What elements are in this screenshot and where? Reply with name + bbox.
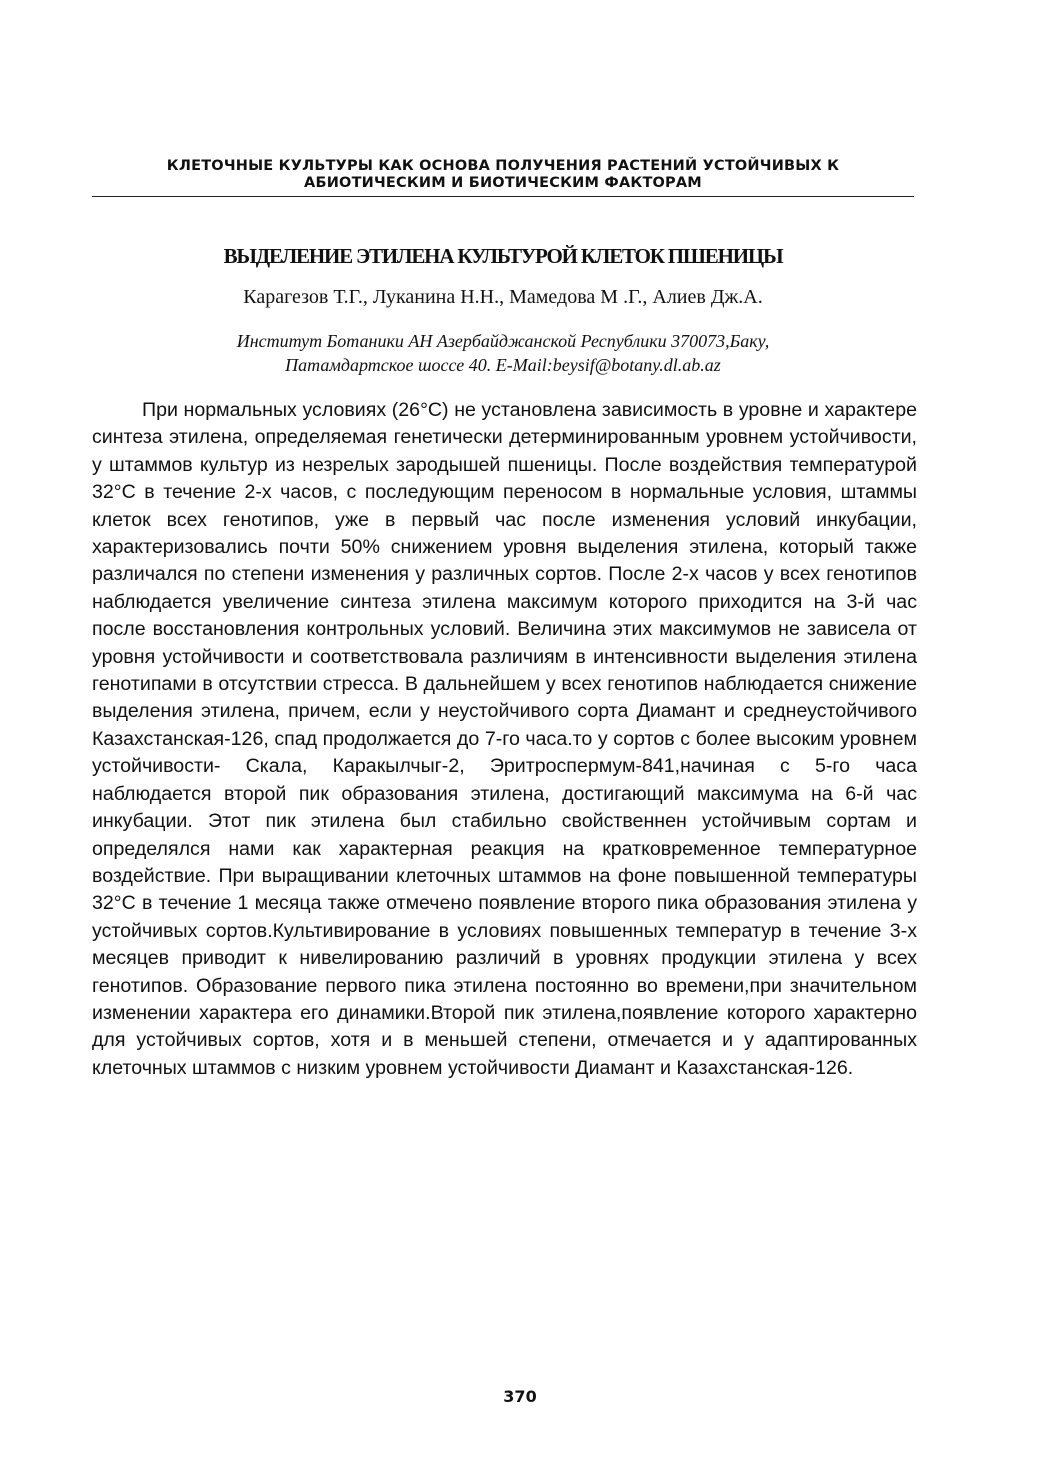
article-authors: Карагезов Т.Г., Луканина Н.Н., Мамедова М .Г., Алиев Дж.А. xyxy=(243,286,763,308)
affiliation-line-1: Институт Ботаники АН Азербайджанской Республики 370073,Баку, xyxy=(236,331,770,351)
running-header-line-2: АБИОТИЧЕСКИМ И БИОТИЧЕСКИМ ФАКТОРАМ xyxy=(304,175,702,191)
header-divider xyxy=(92,196,914,197)
running-header-line-1: КЛЕТОЧНЫЕ КУЛЬТУРЫ КАК ОСНОВА ПОЛУЧЕНИЯ РАСТЕНИЙ УСТОЙЧИВЫХ К xyxy=(166,158,840,174)
article-body: При нормальных условиях (26°С) не установлена зависимость в уровне и характере синтеза этилена, определяемая генетически детерминированным уровнем устойчивости, у штаммов культур из незрелых зародышей пшеницы. После воздействия температурой 32°С в течение 2-х часов, с последующим переносом в нормальные условия, штаммы клеток всех генотипов, уже в первый час после изменения условий инкубации, характеризовались почти 50% снижением уровня выделения этилена, который также различался по степени изменения у различных сортов. После 2-х часов у всех генотипов наблюдается увеличение синтеза этилена максимум которого приходится на 3-й час после восстановления контрольных условий. Величина этих максимумов не зависела от уровня устойчивости и соответствовала различиям в интенсивности выделения этилена генотипами в отсутствии стресса. В дальнейшем у всех генотипов наблюдается снижение выделения этилена, причем, если у неустойчивого сорта Диамант и среднеустойчивого Казахстанская-126, спад продолжается до 7-го часа.то у сортов с более высоким уровнем устойчивости- Скала, Каракылчыг-2, Эритроспермум-841,начиная с 5-го часа наблюдается второй пик образования этилена, достигающий максимума на 6-й час инкубации. Этот пик этилена был стабильно свойственнен устойчивым сортам и определялся нами как характерная реакция на кратковременное температурное воздействие. При выращивании клеточных штаммов на фоне повышенной температуры 32°С в течение 1 месяца также отмечено появление второго пика образования этилена у устойчивых сортов.Культивирование в условиях повышенных температур в течение 3-х месяцев приводит к нивелированию различий в уровнях продукции этилена у всех генотипов. Образование первого пика этилена постоянно во времени,при значительном изменении характера его динамики.Второй пик этилена,появление которого характерно для устойчивых сортов, хотя и в меньшей степени, отмечается и у адаптированных клеточных штаммов с низким уровнем устойчивости Диамант и Казахстанская-126. xyxy=(92,399,917,1079)
author-affiliation xyxy=(100,329,906,377)
affiliation-line-2: Патамдартское шоссе 40. E-Mail:beysif@botany.dl.ab.az xyxy=(285,355,721,375)
page-number: 370 xyxy=(503,1387,537,1406)
article-title: ВЫДЕЛЕНИЕ ЭТИЛЕНА КУЛЬТУРОЙ КЛЕТОК ПШЕНИЦЫ xyxy=(223,244,783,268)
running-header xyxy=(88,158,918,192)
